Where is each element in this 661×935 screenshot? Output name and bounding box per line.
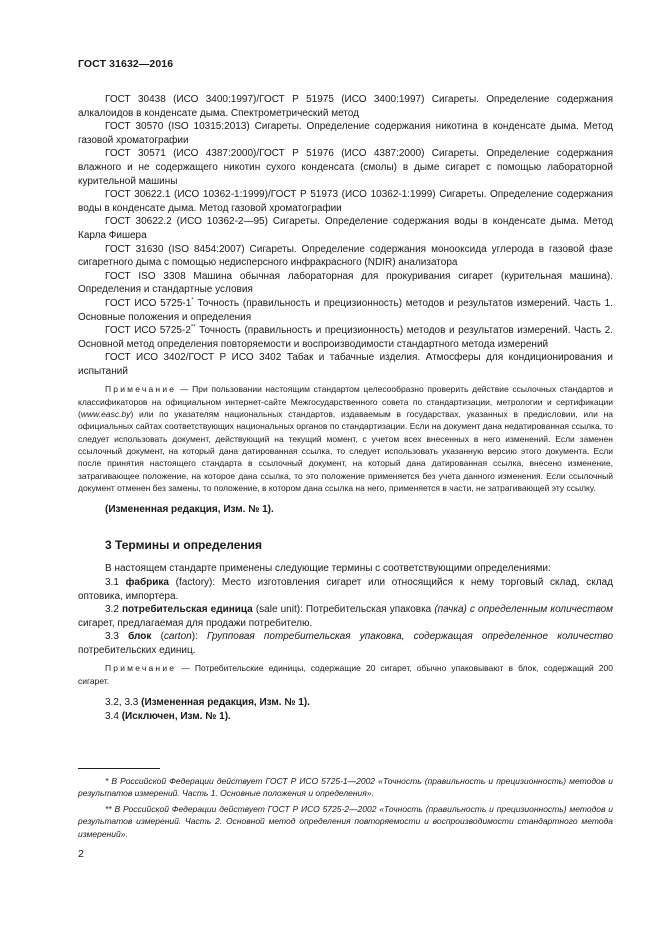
normative-reference: ГОСТ 30570 (ISO 10315:2013) Сигареты. Определение содержания никотина в конденсате дыма. Метод газовой хроматографии bbox=[78, 121, 613, 146]
term-definition: Потребительская упаковка bbox=[305, 604, 435, 616]
note-label: Примечание bbox=[105, 384, 177, 395]
ref-title: Точность (правильность и прецизионность) методов и результатов измерений. Часть 2. Основной метод определения повторяемости и воспроизводимости стандартного метода измерений bbox=[78, 325, 613, 350]
normative-reference: ГОСТ ИСО 3402/ГОСТ Р ИСО 3402 Табак и табачные изделия. Атмосферы для кондиционирования и испытаний bbox=[78, 352, 613, 377]
footnote: * В Российской Федерации действует ГОСТ Р ИСО 5725-1—2002 «Точность (правильность и прецизионность) методов и результатов измерений. Часть 1. Основные положения и определения». bbox=[78, 776, 613, 799]
exclusion-text: (Исключен, Изм. № 1). bbox=[121, 710, 231, 722]
term-definition-italic: Групповая потребительская упаковка, содержащая определенное количество bbox=[207, 631, 614, 643]
normative-reference: ГОСТ 30438 (ИСО 3400:1997)/ГОСТ Р 51975 (ИСО 3400:1997) Сигареты. Определение содержания алкалоидов в конденсате дыма. Спектрометрический метод bbox=[78, 94, 613, 119]
note-text: — Потребительские единицы, содержащие 20 сигарет, обычно упаковывают в блок, содержащий 200 сигарет. bbox=[78, 663, 613, 686]
website-link[interactable]: www.easc.by bbox=[80, 409, 131, 420]
note-text: — При пользовании настоящим стандартом целесообразно проверить действие ссылочных стандартов и классификаторов на официальном интернет-сайте Межгосударственного совета по стандартизации, метрологии и сертификации ( bbox=[78, 384, 613, 420]
normative-reference: ГОСТ ISO 3308 Машина обычная лабораторная для прокуривания сигарет (курительная машина). Определения и стандартные условия bbox=[78, 270, 613, 296]
term-3-1 bbox=[78, 576, 613, 603]
ref-code: ГОСТ ИСО 5725-2 bbox=[105, 325, 191, 337]
section-intro: В настоящем стандарте применены следующие термины с соответствующими определениями: bbox=[105, 563, 551, 575]
term-3-3 bbox=[78, 630, 613, 657]
note-units bbox=[78, 662, 613, 687]
amendment-3-2-3-3 bbox=[78, 696, 613, 710]
body-text bbox=[78, 93, 613, 723]
normative-reference: ГОСТ 30571 (ИСО 4387:2000)/ГОСТ Р 51976 (ИСО 4387:2000) Сигареты. Определение содержания влажного и не содержащего никотин сухого конденсата (смолы) в дыме сигарет с помощью лабораторной курительной машины bbox=[78, 148, 613, 187]
term-name: фабрика bbox=[125, 576, 169, 588]
section-title: 3 Термины и определения bbox=[105, 537, 263, 552]
term-definition: Место изготовления сигарет или относящийся к нему торговый склад, склад оптовика, импортера. bbox=[78, 576, 613, 602]
normative-reference: ГОСТ 31630 (ISO 8454:2007) Сигареты. Определение содержания монооксида углерода в газовой фазе сигаретного дыма с помощью недисперсного инфракрасного (NDIR) анализатора bbox=[78, 243, 613, 269]
term-definition: потребительских единиц. bbox=[78, 644, 196, 656]
note-references bbox=[78, 383, 613, 494]
amendment-note: (Измененная редакция, Изм. № 1). bbox=[105, 504, 274, 516]
term-number: 3.2 bbox=[105, 604, 122, 616]
term-english: ): bbox=[191, 631, 208, 643]
footnote-divider bbox=[78, 768, 160, 769]
amendment-text: (Измененная редакция, Изм. № 1). bbox=[141, 697, 310, 709]
normative-reference-5725-2 bbox=[78, 324, 613, 351]
page-header: ГОСТ 31632—2016 bbox=[78, 58, 174, 70]
footnote: ** В Российской Федерации действует ГОСТ Р ИСО 5725-2—2002 «Точность (правильность и прецизионность) методов и результатов измерений. Часть 2. Основной метод определения повторяемости и воспроизводимости стандартного метода измерений». bbox=[78, 803, 613, 839]
term-name: потребительская единица bbox=[122, 604, 253, 616]
term-number: 3.1 bbox=[105, 576, 126, 588]
term-definition: сигарет, предлагаемая для продажи потребителю. bbox=[78, 617, 313, 629]
note-text: ) или по указателям национальных стандартов, издаваемым в государствах, указанных в предисловии, или на официальных сайтах соответствующих национальных органов по стандартизации. Если на документ дана недатированная ссылка, то следует использовать документ, действующий на текущий момент, с учетом всех внесенных в него изменений. Если заменен ссылочный документ, на который дана датированная ссылка, то следует использовать указанную версию этого документа. Если после принятия настоящего стандарта в ссылочный документ, на который дана датированная ссылка, внесено изменение, затрагивающее положение, на которое дана ссылка, то это положение применяется без учета данного изменения. Если ссылочный документ отменен без замены, то положение, в котором дана ссылка на него, применяется в части, не затрагивающей эту ссылку. bbox=[78, 409, 613, 493]
footnote-mark: ** bbox=[190, 324, 196, 331]
clause-number: 3.2, 3.3 bbox=[105, 697, 142, 709]
term-3-2 bbox=[78, 603, 613, 630]
term-definition-italic: (пачка) с определенным количеством bbox=[434, 604, 614, 616]
exclusion-3-4 bbox=[78, 710, 613, 724]
normative-reference: ГОСТ 30622.2 (ИСО 10362-2—95) Сигареты. Определение содержания воды в конденсате дыма. Метод Карла Фишера bbox=[78, 216, 613, 241]
normative-reference: ГОСТ 30622.1 (ИСО 10362-1:1999)/ГОСТ Р 51973 (ИСО 10362-1:1999) Сигареты. Определение содержания воды в конденсате дыма. Метод газовой хроматографии bbox=[78, 189, 613, 214]
normative-reference-5725-1 bbox=[78, 297, 613, 324]
term-english-italic: carton bbox=[163, 631, 192, 643]
ref-code: ГОСТ ИСО 5725-1 bbox=[105, 297, 192, 309]
footnote-mark: * bbox=[191, 297, 194, 304]
term-english: (sale unit): bbox=[252, 604, 306, 616]
page-number: 2 bbox=[78, 848, 84, 860]
note-label: Примечание bbox=[105, 663, 177, 674]
footnotes bbox=[78, 775, 613, 843]
term-number: 3.3 bbox=[105, 631, 129, 643]
term-name: блок bbox=[128, 631, 152, 643]
term-english: ( bbox=[151, 631, 164, 643]
term-english: (factory): bbox=[168, 576, 222, 588]
ref-title: Точность (правильность и прецизионность) методов и результатов измерений. Часть 1. Основные положения и определения bbox=[78, 297, 613, 323]
clause-number: 3.4 bbox=[105, 710, 122, 722]
